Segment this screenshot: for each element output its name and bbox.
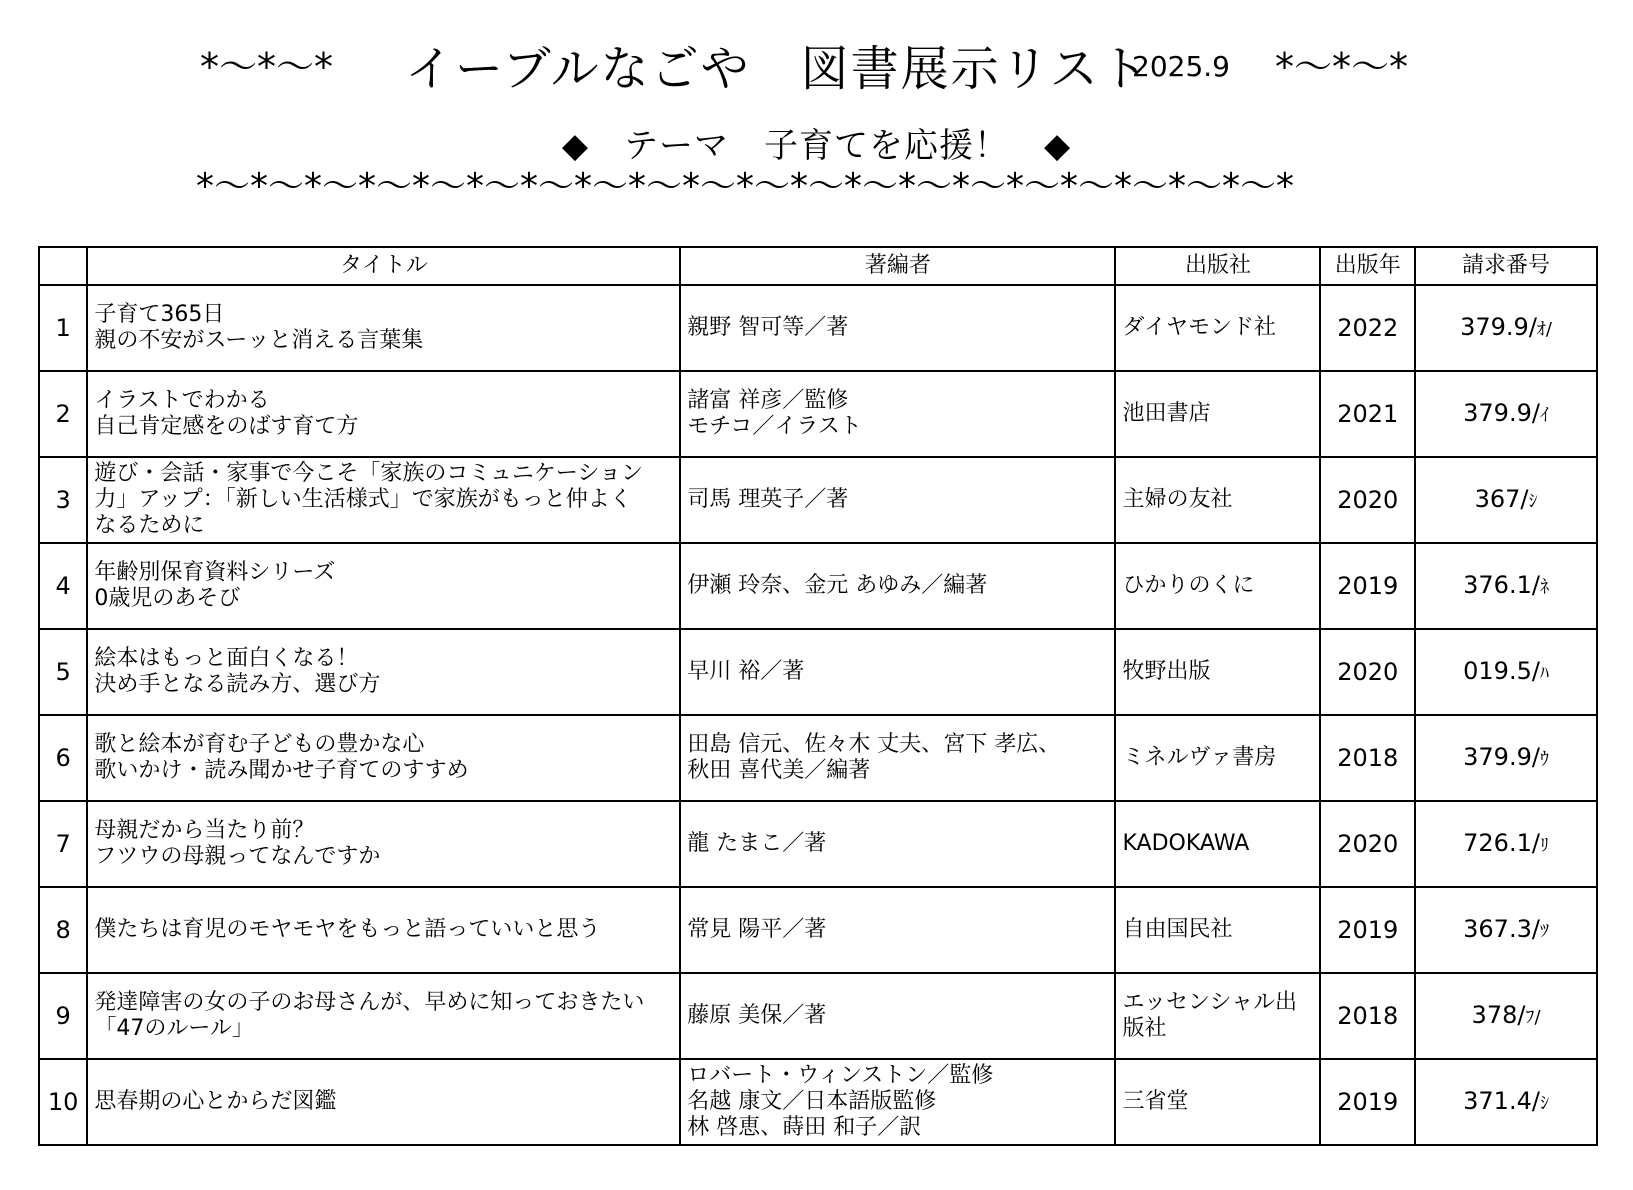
book-author [680, 457, 1115, 543]
book-year: 2021 [1320, 371, 1415, 457]
book-title-line: 「47のルール」 [94, 1016, 254, 1041]
book-publisher-line: ダイヤモンド社 [1122, 315, 1277, 340]
header-call-number: 請求番号 [1415, 247, 1597, 285]
book-author-line: モチコ／イラスト [687, 414, 862, 439]
book-year: 2020 [1320, 629, 1415, 715]
book-title-line: 決め手となる読み方、選び方 [94, 672, 381, 697]
book-year: 2019 [1320, 543, 1415, 629]
call-number-kana: ｼ [1539, 1092, 1549, 1114]
row-number: 3 [39, 457, 87, 543]
book-title-line: 0歳児のあそび [94, 586, 241, 611]
book-publisher-line: ひかりのくに [1122, 573, 1255, 598]
book-title [87, 1059, 680, 1145]
call-number-kana: ﾂ [1539, 920, 1549, 942]
book-call-number [1415, 1059, 1597, 1145]
row-number: 8 [39, 887, 87, 973]
book-author-line: 田島 信元、佐々木 丈夫、宮下 孝広、 [687, 732, 1061, 757]
book-publisher-line: 三省堂 [1122, 1089, 1189, 1114]
book-publisher [1115, 629, 1320, 715]
book-title-line: 絵本はもっと面白くなる！ [94, 646, 359, 671]
book-list-table [38, 246, 1598, 1146]
book-title [87, 887, 680, 973]
book-title [87, 715, 680, 801]
row-number: 5 [39, 629, 87, 715]
book-author [680, 801, 1115, 887]
book-author-line: 龍 たまこ／著 [687, 831, 827, 856]
book-author [680, 543, 1115, 629]
call-number-class: 376.1/ [1463, 570, 1540, 599]
book-author-line: 藤原 美保／著 [687, 1003, 827, 1028]
table-row [39, 887, 1597, 973]
book-publisher [1115, 1059, 1320, 1145]
book-title-line: 力」アップ：「新しい生活様式」で家族がもっと仲よく [94, 487, 632, 512]
book-title-line: 歌いかけ・読み聞かせ子育てのすすめ [94, 758, 469, 783]
header-year: 出版年 [1320, 247, 1415, 285]
book-publisher-line: 版社 [1122, 1016, 1167, 1041]
call-number-class: 019.5/ [1463, 656, 1540, 685]
row-number: 6 [39, 715, 87, 801]
table-row [39, 801, 1597, 887]
row-number: 2 [39, 371, 87, 457]
call-number-class: 378/ [1471, 1000, 1526, 1029]
table-row [39, 371, 1597, 457]
book-author-line: 司馬 理英子／著 [687, 487, 849, 512]
row-number: 10 [39, 1059, 87, 1145]
book-author [680, 1059, 1115, 1145]
book-call-number [1415, 543, 1597, 629]
header-title-row [0, 30, 1633, 100]
book-author [680, 887, 1115, 973]
call-number-class: 367/ [1474, 484, 1529, 513]
book-title [87, 285, 680, 371]
book-publisher-line: ミネルヴァ書房 [1122, 745, 1277, 770]
book-publisher [1115, 285, 1320, 371]
book-publisher-line: 自由国民社 [1122, 917, 1233, 942]
book-title-line: なるために [94, 513, 205, 538]
call-number-class: 371.4/ [1463, 1086, 1540, 1115]
book-title-line: 遊び・会話・家事で今こそ「家族のコミュニケーション [94, 461, 644, 486]
book-year: 2020 [1320, 457, 1415, 543]
book-author [680, 973, 1115, 1059]
book-year: 2022 [1320, 285, 1415, 371]
book-title-line: 歌と絵本が育む子どもの豊かな心 [94, 732, 425, 757]
book-call-number [1415, 973, 1597, 1059]
call-number-kana: ｲ [1539, 404, 1549, 426]
book-title [87, 801, 680, 887]
book-publisher [1115, 801, 1320, 887]
theme-text: ◆ テーマ 子育てを応援！ ◆ [561, 126, 1072, 166]
decoration-right: *〜*〜* [1275, 45, 1409, 89]
book-title [87, 543, 680, 629]
call-number-kana: ﾊ [1539, 662, 1549, 684]
call-number-class: 379.9/ [1460, 312, 1537, 341]
book-author [680, 629, 1115, 715]
call-number-class: 726.1/ [1463, 828, 1540, 857]
book-author-line: ロバート・ウィンストン／監修 [687, 1063, 994, 1088]
book-author-line: 早川 裕／著 [687, 659, 805, 684]
call-number-kana: ﾈ [1539, 576, 1549, 598]
book-call-number [1415, 629, 1597, 715]
book-year: 2018 [1320, 973, 1415, 1059]
book-publisher-line: 牧野出版 [1122, 659, 1211, 684]
call-number-class: 379.9/ [1463, 742, 1540, 771]
book-publisher [1115, 543, 1320, 629]
book-year: 2018 [1320, 715, 1415, 801]
book-title [87, 457, 680, 543]
book-publisher-line: 主婦の友社 [1122, 487, 1233, 512]
book-year: 2019 [1320, 1059, 1415, 1145]
table-row [39, 973, 1597, 1059]
book-author-line: 林 啓恵、蒔田 和子／訳 [687, 1115, 922, 1140]
book-author-line: 名越 康文／日本語版監修 [687, 1089, 937, 1114]
table-row [39, 543, 1597, 629]
table-row [39, 1059, 1597, 1145]
book-author-line: 秋田 喜代美／編著 [687, 758, 871, 783]
book-title [87, 629, 680, 715]
book-call-number [1415, 457, 1597, 543]
book-author-line: 親野 智可等／著 [687, 315, 849, 340]
book-call-number [1415, 285, 1597, 371]
call-number-kana: ﾌ/ [1525, 1006, 1541, 1028]
book-title-line: 母親だから当たり前？ [94, 818, 315, 843]
call-number-kana: ｼ [1528, 490, 1538, 512]
book-publisher-line: 池田書店 [1122, 401, 1211, 426]
book-title-line: 僕たちは育児のモヤモヤをもっと語っていいと思う [94, 917, 601, 942]
book-title-line: 自己肯定感をのばす育て方 [94, 414, 359, 439]
book-title [87, 371, 680, 457]
row-number: 1 [39, 285, 87, 371]
book-publisher [1115, 973, 1320, 1059]
book-title-line: フツウの母親ってなんですか [94, 844, 381, 869]
call-number-kana: ｵ/ [1536, 318, 1552, 340]
call-number-class: 367.3/ [1463, 914, 1540, 943]
book-call-number [1415, 801, 1597, 887]
book-author-line: 伊瀬 玲奈、金元 あゆみ／編著 [687, 573, 988, 598]
table-body [39, 285, 1597, 1145]
header-title: タイトル [87, 247, 680, 285]
book-title-line: 子育て365日 [94, 302, 225, 327]
book-publisher [1115, 457, 1320, 543]
book-author-line: 諸富 祥彦／監修 [687, 388, 849, 413]
decoration-left: *〜*〜* [200, 45, 334, 89]
book-author [680, 371, 1115, 457]
book-year: 2020 [1320, 801, 1415, 887]
header-no [39, 247, 87, 285]
book-author-line: 常見 陽平／著 [687, 917, 827, 942]
book-publisher [1115, 887, 1320, 973]
book-publisher [1115, 371, 1320, 457]
book-title-line: 年齢別保育資料シリーズ [94, 560, 336, 585]
table-row [39, 457, 1597, 543]
book-title-line: 発達障害の女の子のお母さんが、早めに知っておきたい [94, 990, 645, 1015]
row-number: 9 [39, 973, 87, 1059]
table-row [39, 715, 1597, 801]
book-publisher-line: エッセンシャル出 [1122, 990, 1298, 1015]
row-number: 7 [39, 801, 87, 887]
book-title-line: 親の不安がスーッと消える言葉集 [94, 328, 424, 353]
call-number-kana: ｳ [1539, 748, 1549, 770]
book-year: 2019 [1320, 887, 1415, 973]
book-call-number [1415, 715, 1597, 801]
row-number: 4 [39, 543, 87, 629]
wave-divider: *〜*〜*〜*〜*〜*〜*〜*〜*〜*〜*〜*〜*〜*〜*〜*〜*〜*〜*〜*〜* [196, 166, 1294, 207]
header-author: 著編者 [680, 247, 1115, 285]
table-header-row [39, 247, 1597, 285]
table-row [39, 285, 1597, 371]
book-title-line: イラストでわかる [94, 388, 270, 413]
book-call-number [1415, 371, 1597, 457]
page-title: イーブルなごや 図書展示リスト [405, 41, 1150, 97]
book-publisher [1115, 715, 1320, 801]
book-title-line: 思春期の心とからだ図鑑 [94, 1089, 337, 1114]
date-label: 2025.9 [1132, 50, 1230, 83]
table-row [39, 629, 1597, 715]
book-publisher-line: KADOKAWA [1122, 831, 1250, 856]
book-title [87, 973, 680, 1059]
book-call-number [1415, 887, 1597, 973]
book-author [680, 285, 1115, 371]
book-author [680, 715, 1115, 801]
call-number-kana: ﾘ [1539, 834, 1549, 856]
call-number-class: 379.9/ [1463, 398, 1540, 427]
header-publisher: 出版社 [1115, 247, 1320, 285]
